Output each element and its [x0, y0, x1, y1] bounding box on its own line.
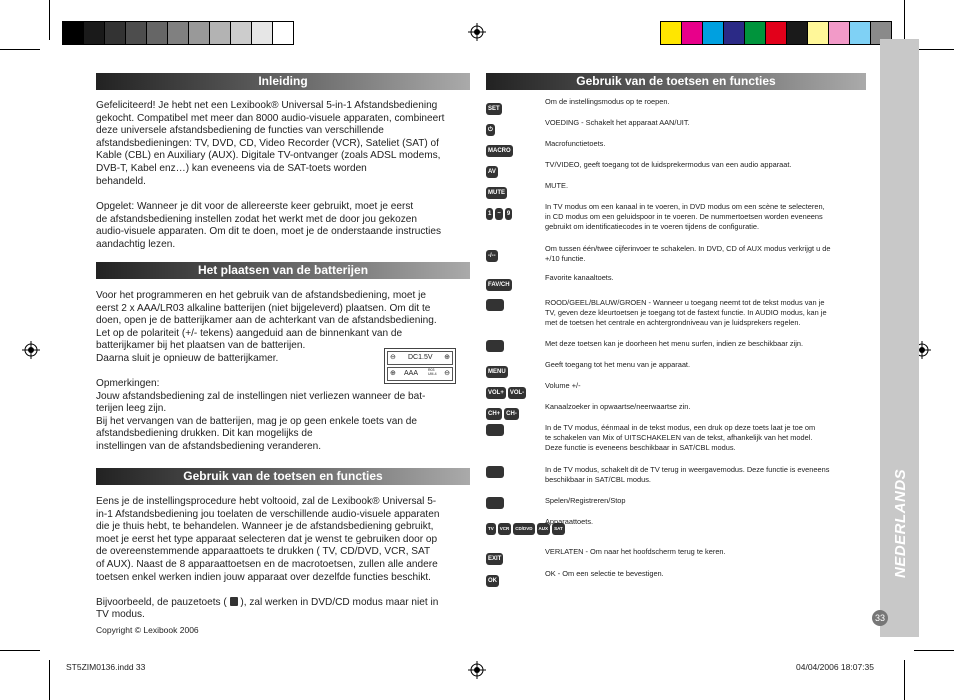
crop-mark — [904, 0, 905, 40]
remote-key-icon — [486, 97, 504, 115]
color-swatch — [252, 22, 273, 44]
keys-paragraph: Eens je de instellingsprocedure hebt voltooid, zal de Lexibook® Universal 5- in-1 Afstandsbediening jou toelaten de verschillende audio-visuele apparaten die je thuis hebt, te behandelen. Wanneer je de afstandsbediening gebruikt, moet je eerst het type apparaat selecteren dat je wenst te gebruiken door op de overeenstemmende apparaattoets te drukken ( TV, CD/DVD, VCR, SAT of AUX). Naast de 8 apparaattoetsen en de macrotoetsen, zullen alle andere toetsen enkel werken indien jouw apparaat over dezelfde functies beschikt. — [96, 496, 440, 583]
intro-paragraph: Gefeliciteerd! Je hebt net een Lexibook® Universal 5-in-1 Afstandsbediening gekocht. Compatibel met meer dan 8000 audio-visuele apparaten, combineert deze universele afstandsbediening de functies van verschillende afstandsbedieningen: TV, DVD, CD, Video Recorder (VCR), Sateliet (SAT) of Kable (CBL) en Auxiliary (AUX). Digitale TV-ontvanger (zoals ADSL modems, DVB-T, Kabel enz…) kan eveneens via de SAT-toets worden behandeld. — [96, 100, 445, 187]
remote-key-icon — [486, 465, 504, 483]
footer-timestamp: 04/04/2006 18:07:35 — [796, 662, 874, 672]
key-description: Spelen/Registreren/Stop — [545, 496, 626, 505]
color-swatch — [829, 22, 850, 44]
key-description: VOEDING - Schakelt het apparaat AAN/UIT. — [545, 118, 690, 127]
caution-paragraph: Opgelet: Wanneer je dit voor de allereerste keer gebruikt, moet je eerst de afstandsbediening instellen zodat het werkt met de door jou gekozen audio-visuele apparaten. Om dit te doen, moet je de onderstaande instructies aandachtig lezen. — [96, 201, 442, 250]
battery-size: AAA — [404, 370, 419, 377]
battery-type: R03 UM-4 — [428, 368, 437, 376]
key-description: In de TV modus, éénmaal in de tekst modus, een druk op deze toets laat je toe om te schakelen van Mix of UITSCHAKELEN van de tekst, afhankelijk van het model. Deze functie is eveneens beschikbaar in SAT/CBL modus. — [545, 423, 816, 452]
remote-key-icon — [486, 569, 501, 587]
key-label: VOL- — [508, 387, 526, 399]
remote-key-icon — [486, 244, 500, 262]
color-swatch — [189, 22, 210, 44]
color-swatch — [147, 22, 168, 44]
language-label: NEDERLANDS — [892, 468, 909, 578]
key-description: Macrofunctietoets. — [545, 139, 606, 148]
key-label: CD/DVD — [513, 523, 534, 535]
registration-mark-icon — [468, 23, 486, 41]
color-swatch — [682, 22, 703, 44]
key-label: MENU — [486, 366, 508, 378]
color-swatch — [84, 22, 105, 44]
key-label: CH- — [504, 408, 519, 420]
color-swatch — [703, 22, 724, 44]
color-swatch — [168, 22, 189, 44]
key-label: ~ — [495, 208, 503, 220]
grayscale-color-bar — [62, 21, 294, 45]
pause-text-after: ), zal werken in DVD/CD modus maar niet in TV modus. — [96, 596, 439, 621]
color-swatch — [745, 22, 766, 44]
key-label: 9 — [505, 208, 512, 220]
color-swatch — [850, 22, 871, 44]
crop-mark — [49, 660, 50, 700]
remote-key-icon — [486, 181, 509, 199]
keys-heading-left: Gebruik van de toetsen en functies — [96, 468, 470, 485]
key-label: -/-- — [486, 250, 498, 262]
intro-heading: Inleiding — [96, 73, 470, 90]
crop-mark — [904, 660, 905, 700]
key-label: SET — [486, 103, 502, 115]
remote-key-icon — [486, 273, 514, 291]
color-swatch — [661, 22, 682, 44]
key-label: MUTE — [486, 187, 507, 199]
remote-key-icon — [486, 496, 504, 514]
key-label: MACRO — [486, 145, 513, 157]
key-description: Favorite kanaaltoets. — [545, 273, 614, 282]
key-description: Om tussen één/twee cijferinvoer te schakelen. In DVD, CD of AUX modus verkrijgt u de +/10 functie. — [545, 244, 831, 263]
remote-key-icon — [486, 360, 510, 378]
battery-cell-top — [387, 351, 453, 365]
pause-icon — [230, 597, 238, 606]
plus-sign: ⊕ — [390, 370, 396, 377]
key-label: 1 — [486, 208, 493, 220]
color-swatch — [231, 22, 252, 44]
key-label: VOL+ — [486, 387, 506, 399]
battery-heading: Het plaatsen van de batterijen — [96, 262, 470, 279]
key-description: ROOD/GEEL/BLAUW/GROEN - Wanneer u toegang neemt tot de tekst modus van je TV, geven deze kleurtoetsen je toegang tot de fastext functie. In AUDIO modus, kan je met de toetsen het centrale en achtergrondniveau van je luidsprekers regelen. — [545, 298, 827, 327]
crop-mark — [914, 650, 954, 651]
key-graphic — [486, 340, 504, 352]
remote-key-icon — [486, 402, 521, 420]
key-label: EXIT — [486, 553, 503, 565]
color-swatch — [724, 22, 745, 44]
process-color-bar — [660, 21, 892, 45]
key-label: AUX — [537, 523, 551, 535]
key-label: FAV/CH — [486, 279, 512, 291]
battery-voltage: DC1.5V — [408, 354, 433, 361]
color-swatch — [105, 22, 126, 44]
key-label: ⏻ — [486, 124, 495, 136]
keys-heading-right: Gebruik van de toetsen en functies — [486, 73, 866, 90]
plus-sign: ⊕ — [444, 354, 450, 361]
key-description: Om de instellingsmodus op te roepen. — [545, 97, 670, 106]
color-swatch — [63, 22, 84, 44]
crop-mark — [0, 49, 40, 50]
color-swatch — [126, 22, 147, 44]
key-description: Met deze toetsen kan je doorheen het menu surfen, indien ze beschikbaar zijn. — [545, 339, 804, 348]
color-swatch — [808, 22, 829, 44]
key-label: SAT — [552, 523, 565, 535]
remote-key-icon — [486, 339, 504, 357]
page-number: 33 — [872, 610, 888, 626]
key-description: In de TV modus, schakelt dit de TV terug in weergavemodus. Deze functie is eveneens beschikbaar in SAT/CBL modus. — [545, 465, 830, 484]
registration-mark-icon — [22, 341, 40, 359]
key-label: TV — [486, 523, 496, 535]
key-description: Apparaattoets. — [545, 517, 594, 526]
remote-key-icon — [486, 139, 515, 157]
key-description: Kanaalzoeker in opwaartse/neerwaartse zin. — [545, 402, 691, 411]
battery-paragraph: Voor het programmeren en het gebruik van de afstandsbediening, moet je eerst 2 x AAA/LR03 alkaline batterijen (niet bijgeleverd) plaatsen. Om dit te doen, open je de batterijkamer aan de achterkant van de afstandsbediening. Let op de polariteit (+/- tekens) aangeduid aan de binnenkant van de batterijkamer bij het plaatsen van de batterijen. Daarna sluit je opnieuw de batterijkamer. — [96, 290, 437, 364]
crop-mark — [0, 650, 40, 651]
key-description: TV/VIDEO, geeft toegang tot de luidsprekermodus van een audio apparaat. — [545, 160, 792, 169]
key-label: VCR — [498, 523, 512, 535]
minus-sign: ⊖ — [390, 354, 396, 361]
key-description: MUTE. — [545, 181, 568, 190]
remote-key-icon — [486, 118, 497, 136]
color-swatch — [273, 22, 293, 44]
remote-key-icon — [486, 160, 500, 178]
key-graphic — [486, 497, 504, 509]
key-graphic — [486, 466, 504, 478]
copyright: Copyright © Lexibook 2006 — [96, 625, 199, 635]
color-swatch — [766, 22, 787, 44]
remote-key-icon — [486, 202, 514, 220]
key-label: CH+ — [486, 408, 502, 420]
key-label: OK — [486, 575, 499, 587]
remote-key-icon — [486, 381, 528, 399]
pause-example-paragraph — [96, 584, 476, 622]
crop-mark — [49, 0, 50, 40]
key-label: AV — [486, 166, 498, 178]
crop-mark — [914, 49, 954, 50]
key-description: In TV modus om een kanaal in te voeren, in DVD modus om een scène te selecteren, in CD modus om een geluidspoor in te voeren. De nummertoetsen worden eveneens gebruikt om identificatiecodes in te voeren tijdens de configuratie. — [545, 202, 825, 231]
key-description: VERLATEN - Om naar het hoofdscherm terug te keren. — [545, 547, 726, 556]
pause-text-before: Bijvoorbeeld, de pauzetoets ( — [96, 596, 230, 608]
key-description: OK - Om een selectie te bevestigen. — [545, 569, 664, 578]
key-graphic — [486, 299, 504, 311]
color-swatch — [787, 22, 808, 44]
footer-filename: ST5ZIM0136.indd 33 — [66, 662, 146, 672]
color-swatch — [210, 22, 231, 44]
remote-key-icon — [486, 423, 504, 441]
remote-key-icon — [486, 298, 504, 316]
key-description: Geeft toegang tot het menu van je apparaat. — [545, 360, 691, 369]
notes-paragraph: Opmerkingen: Jouw afstandsbediening zal de instellingen niet verliezen wanneer de bat- terijen leeg zijn. Bij het vervangen van de batterijen, mag je op geen enkele toets van de afstandsbediening drukken. Dit kan mogelijks de instellingen van de afstandsbediening veranderen. — [96, 378, 426, 452]
remote-key-icon — [486, 547, 505, 565]
minus-sign: ⊖ — [444, 370, 450, 377]
key-graphic — [486, 424, 504, 436]
key-description: Volume +/- — [545, 381, 581, 390]
registration-mark-icon — [468, 661, 486, 679]
